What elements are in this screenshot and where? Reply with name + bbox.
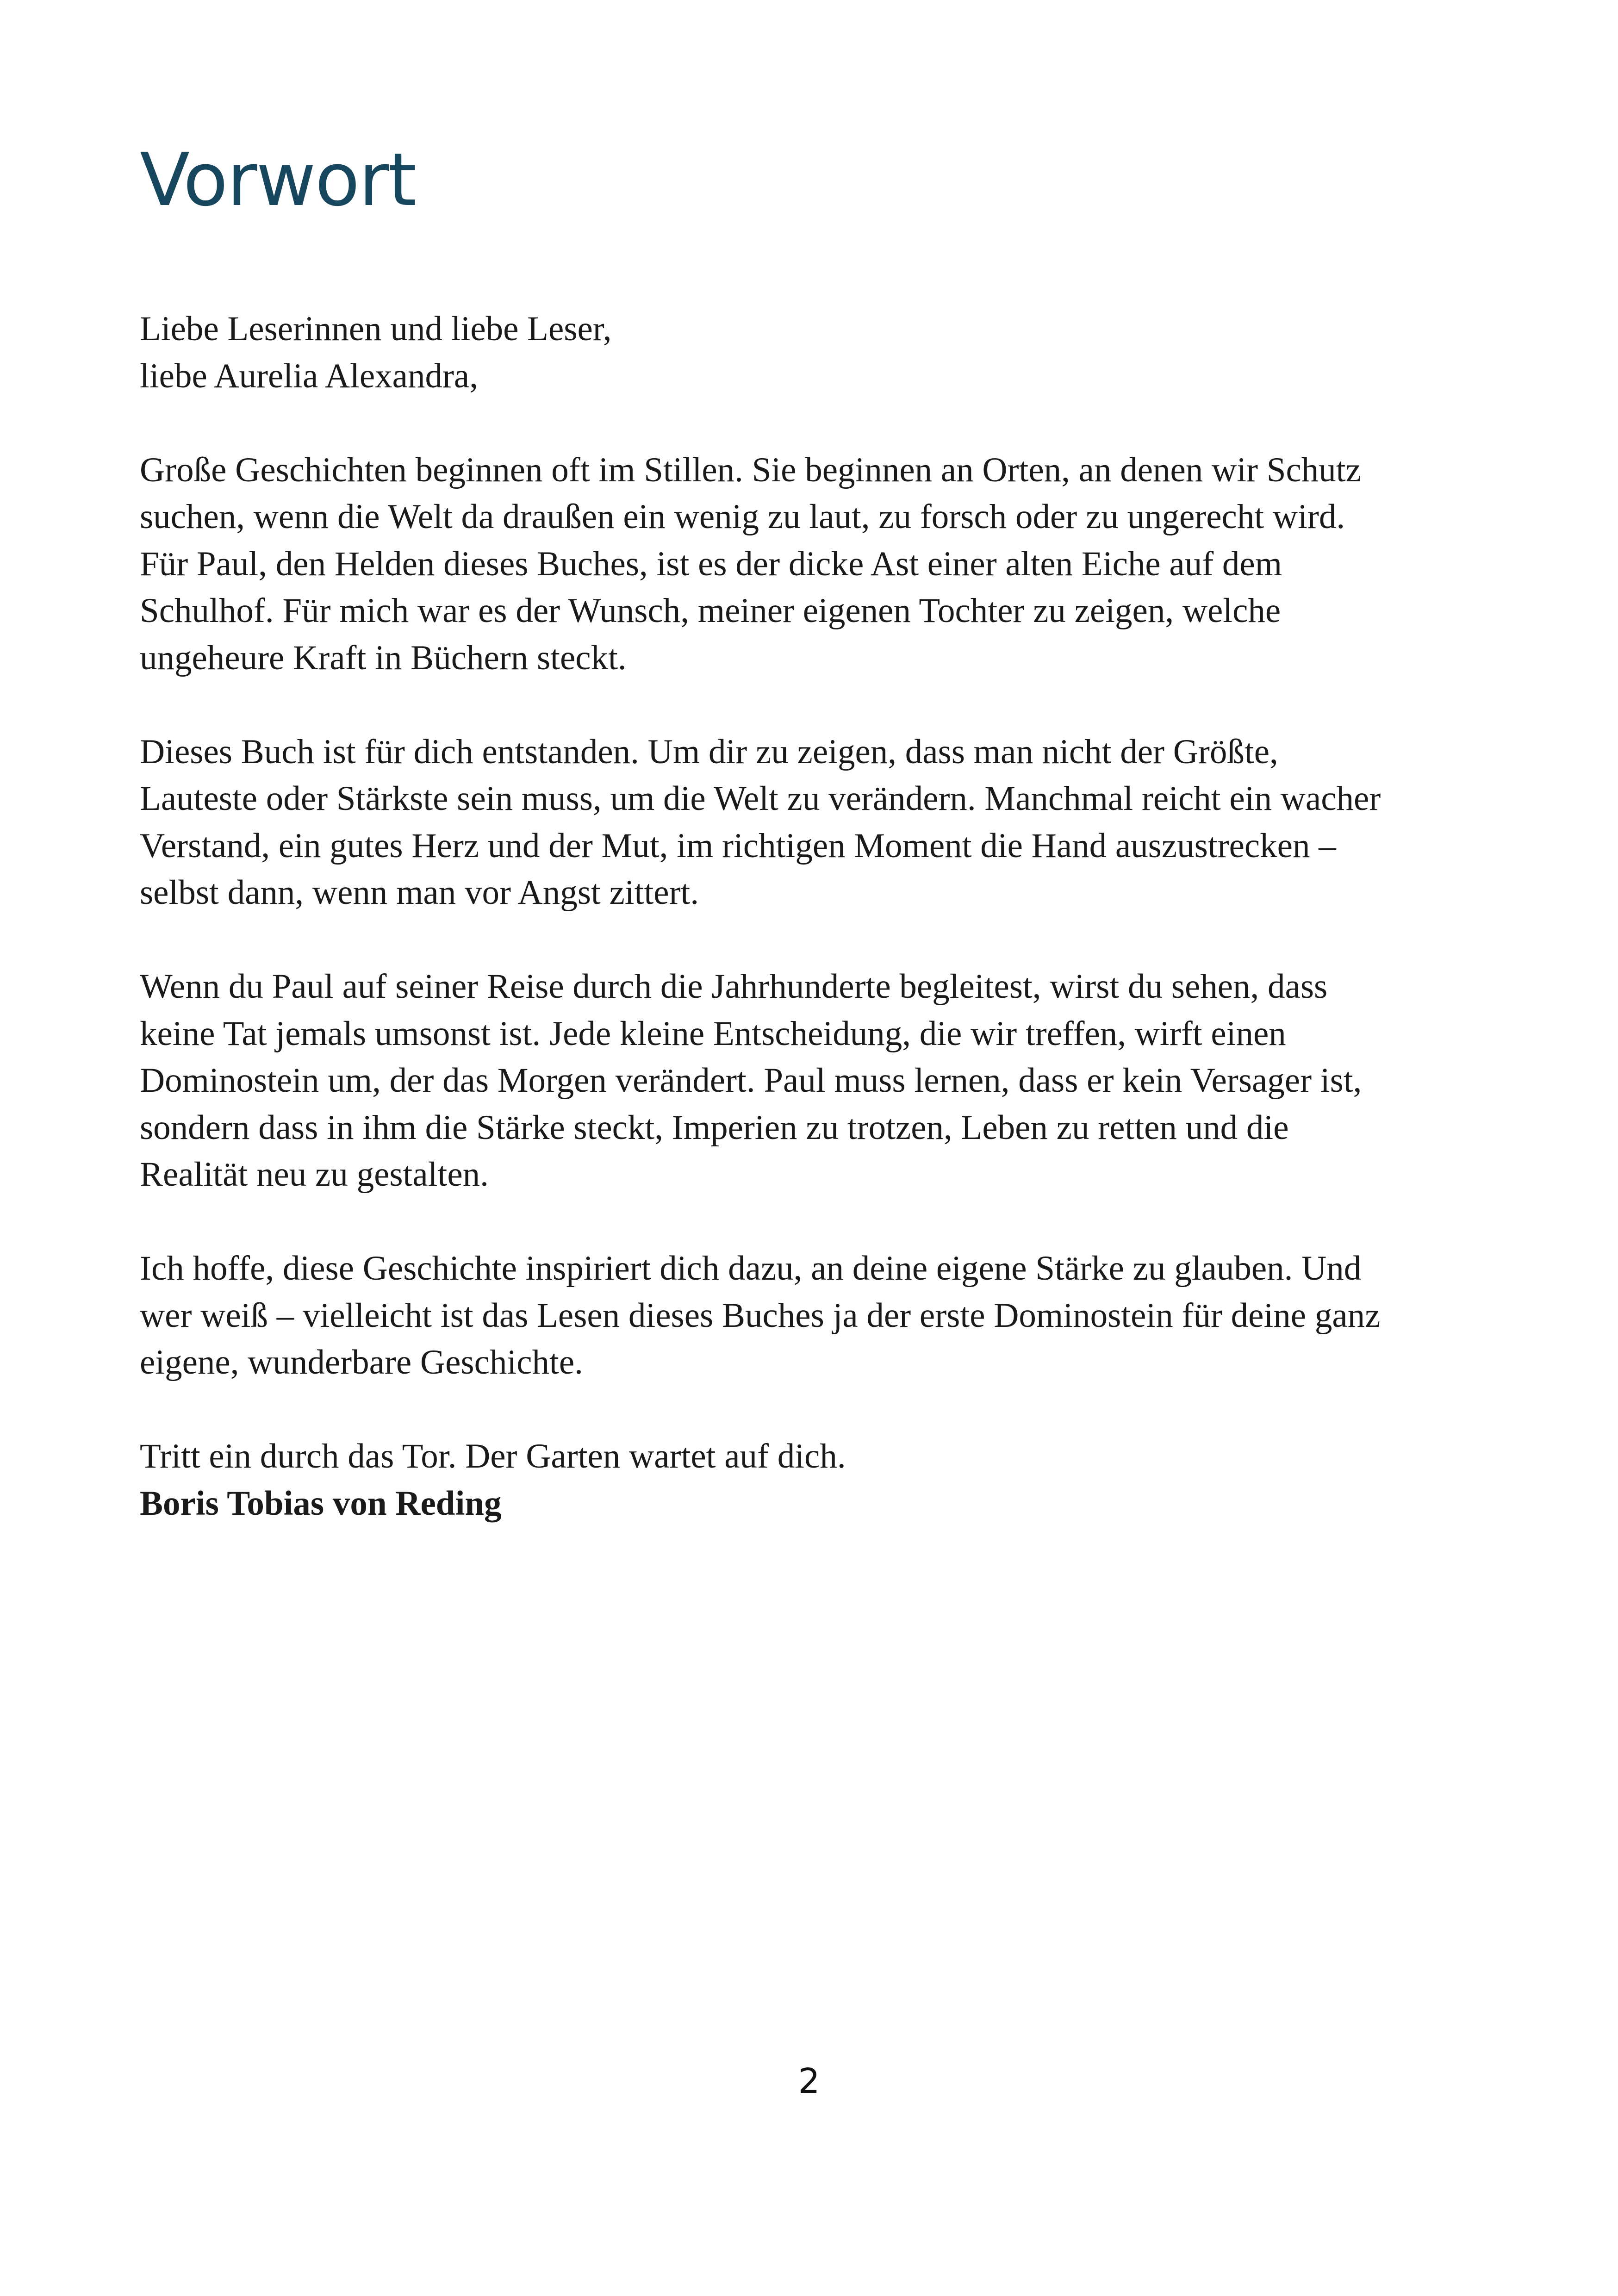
paragraph-line: Dominostein um, der das Morgen verändert. Paul muss lernen, dass er kein Versager ist, (140, 1061, 1362, 1100)
body-text (140, 305, 1500, 1574)
greeting-line: Liebe Leserinnen und liebe Leser, (140, 310, 612, 348)
paragraph (140, 963, 1500, 1198)
author-signature: Boris Tobias von Reding (140, 1484, 502, 1523)
paragraph-line: sondern dass in ihm die Stärke steckt, Imperien zu trotzen, Leben zu retten und die (140, 1108, 1289, 1147)
page-title: Vorwort (140, 137, 416, 223)
closing (140, 1433, 1500, 1527)
paragraph-line: keine Tat jemals umsonst ist. Jede kleine Entscheidung, die wir treffen, wirft einen (140, 1014, 1286, 1053)
paragraph-line: selbst dann, wenn man vor Angst zittert. (140, 873, 699, 912)
greeting (140, 305, 1500, 399)
page-number: 2 (798, 2061, 820, 2101)
closing-line: Tritt ein durch das Tor. Der Garten wartet auf dich. (140, 1437, 846, 1475)
paragraph-line: suchen, wenn die Welt da draußen ein wenig zu laut, zu forsch oder zu ungerecht wird. (140, 498, 1345, 536)
paragraph-line: Für Paul, den Helden dieses Buches, ist es der dicke Ast einer alten Eiche auf dem (140, 544, 1282, 583)
greeting-line: liebe Aurelia Alexandra, (140, 356, 478, 395)
paragraph-line: ungeheure Kraft in Büchern steckt. (140, 638, 627, 677)
paragraph-line: Wenn du Paul auf seiner Reise durch die Jahrhunderte begleitest, wirst du sehen, dass (140, 967, 1328, 1006)
paragraph-line: Dieses Buch ist für dich entstanden. Um dir zu zeigen, dass man nicht der Größte, (140, 732, 1278, 771)
paragraph-line: Schulhof. Für mich war es der Wunsch, meiner eigenen Tochter zu zeigen, welche (140, 591, 1281, 630)
paragraph-line: eigene, wunderbare Geschichte. (140, 1343, 583, 1381)
paragraph (140, 1245, 1500, 1386)
paragraph-line: Realität neu zu gestalten. (140, 1155, 489, 1194)
paragraph-line: Lauteste oder Stärkste sein muss, um die Welt zu verändern. Manchmal reicht ein wacher (140, 779, 1381, 818)
paragraph-line: Große Geschichten beginnen oft im Stillen. Sie beginnen an Orten, an denen wir Schutz (140, 450, 1361, 489)
paragraph-line: Verstand, ein gutes Herz und der Mut, im richtigen Moment die Hand auszustrecken – (140, 826, 1336, 865)
paragraph (140, 728, 1500, 916)
paragraph-line: wer weiß – vielleicht ist das Lesen dieses Buches ja der erste Dominostein für deine ganz (140, 1296, 1381, 1335)
paragraph-line: Ich hoffe, diese Geschichte inspiriert dich dazu, an deine eigene Stärke zu glauben. Und (140, 1249, 1362, 1288)
paragraph (140, 447, 1500, 682)
